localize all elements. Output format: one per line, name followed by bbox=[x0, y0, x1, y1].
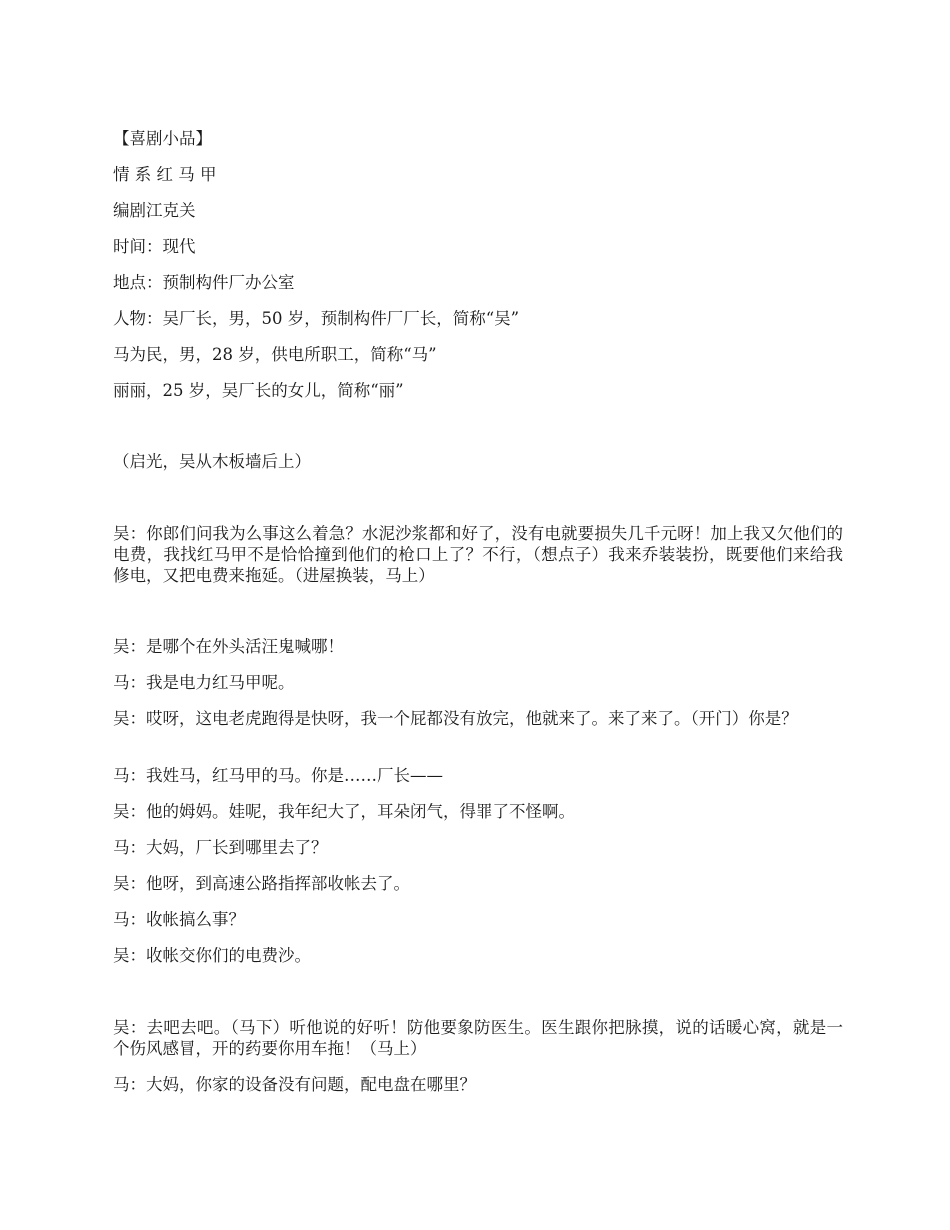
character-line: 人物：吴厂长，男，50 岁，预制构件厂厂长，简称“吴” bbox=[113, 309, 520, 328]
place-line: 地点：预制构件厂办公室 bbox=[113, 273, 295, 292]
character-line: 马为民，男，28 岁，供电所职工，简称“马” bbox=[113, 345, 437, 364]
dialogue-line: 吴：哎呀，这电老虎跑得是快呀，我一个屁都没有放完，他就来了。来了来了。（开门）你是？ bbox=[113, 709, 798, 728]
dialogue-line: 马：收帐搞么事？ bbox=[113, 910, 245, 929]
time-line: 时间：现代 bbox=[113, 237, 196, 256]
play-title: 情 系 红 马 甲 bbox=[113, 165, 217, 184]
stage-direction: （启光，吴从木板墙后上） bbox=[113, 452, 311, 471]
dialogue-line: 马：大妈，你家的设备没有问题，配电盘在哪里？ bbox=[113, 1075, 476, 1094]
dialogue-line: 马：大妈，厂长到哪里去了？ bbox=[113, 838, 328, 857]
dialogue-line: 马：我是电力红马甲呢。 bbox=[113, 673, 295, 692]
character-line: 丽丽，25 岁，吴厂长的女儿，简称“丽” bbox=[113, 381, 404, 400]
dialogue-line: 吴：你郎们问我为么事这么着急？水泥沙浆都和好了，没有电就要损失几千元呀！加上我又欠他们的电费，我找红马甲不是恰恰撞到他们的枪口上了？不行，（想点子）我来乔装装扮，既要他们来给我修电，又把电费来拖延。（进屋换装，马上） bbox=[113, 524, 843, 585]
dialogue-line: 吴：去吧去吧。（马下）听他说的好听！防他要象防医生。医生跟你把脉摸，说的话暖心窝，就是一个伤风感冒，开的药要你用车拖！（马上） bbox=[113, 1018, 843, 1058]
dialogue-line: 吴：是哪个在外头活汪鬼喊哪！ bbox=[113, 637, 344, 656]
dialogue-line: 吴：收帐交你们的电费沙。 bbox=[113, 946, 311, 965]
author-line: 编剧江克关 bbox=[113, 201, 196, 220]
genre-label: 【喜剧小品】 bbox=[113, 129, 212, 148]
dialogue-line: 吴：他呀，到高速公路指挥部收帐去了。 bbox=[113, 874, 410, 893]
dialogue-line: 吴：他的姆妈。娃呢，我年纪大了，耳朵闭气，得罪了不怪啊。 bbox=[113, 802, 575, 821]
dialogue-line: 马：我姓马，红马甲的马。你是……厂长—— bbox=[113, 766, 443, 785]
